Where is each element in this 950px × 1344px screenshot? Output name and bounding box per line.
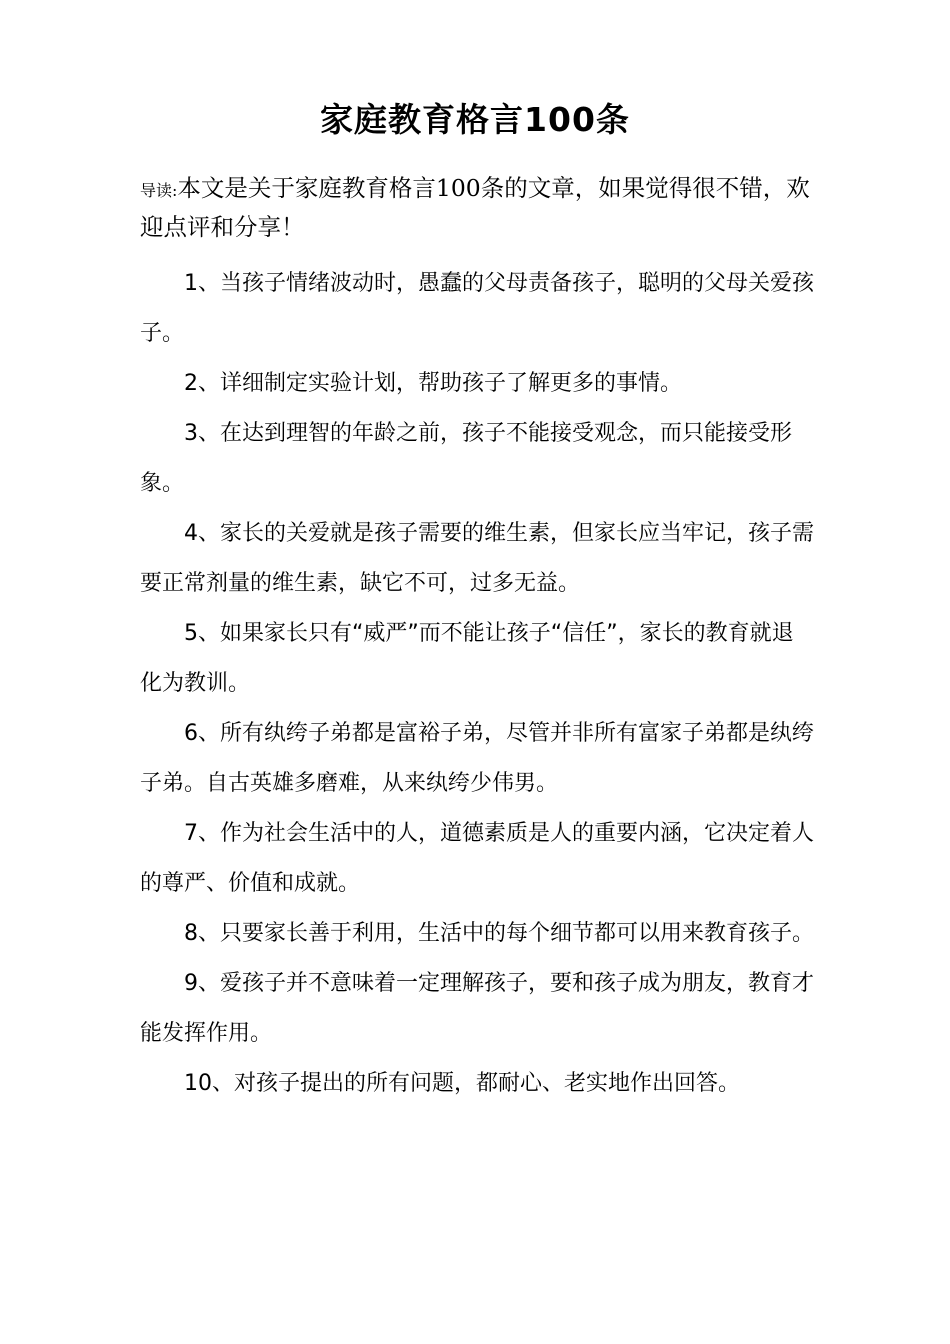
intro-text: 本文是关于家庭教育格言100条的文章，如果觉得很不错，欢迎点评和分享！ <box>140 174 810 241</box>
paragraph-3: 3、在达到理智的年龄之前，孩子不能接受观念，而只能接受形象。 <box>140 421 792 496</box>
paragraph-8: 8、只要家长善于利用，生活中的每个细节都可以用来教育孩子。 <box>184 921 814 946</box>
document-body <box>140 170 815 1109</box>
page-title: 家庭教育格言100条 <box>320 100 630 139</box>
intro-paragraph <box>140 170 815 246</box>
paragraph-9: 9、爱孩子并不意味着一定理解孩子，要和孩子成为朋友，教育才能发挥作用。 <box>140 971 814 1046</box>
paragraph-2: 2、详细制定实验计划，帮助孩子了解更多的事情。 <box>184 371 682 396</box>
paragraph-10: 10、对孩子提出的所有问题，都耐心、老实地作出回答。 <box>184 1071 740 1096</box>
paragraph-4: 4、家长的关爱就是孩子需要的维生素，但家长应当牢记，孩子需要正常剂量的维生素，缺它不可，过多无益。 <box>140 521 814 596</box>
paragraph-1: 1、当孩子情绪波动时，愚蠢的父母责备孩子，聪明的父母关爱孩子。 <box>140 271 814 346</box>
intro-label: 导读: <box>140 181 178 200</box>
paragraph-7: 7、作为社会生活中的人，道德素质是人的重要内涵，它决定着人的尊严、价值和成就。 <box>140 821 814 896</box>
paragraph-5: 5、如果家长只有“威严”而不能让孩子“信任”，家长的教育就退化为教训。 <box>140 621 794 696</box>
paragraph-6: 6、所有纨绔子弟都是富裕子弟，尽管并非所有富家子弟都是纨绔子弟。自古英雄多磨难，从来纨绔少伟男。 <box>140 721 814 796</box>
